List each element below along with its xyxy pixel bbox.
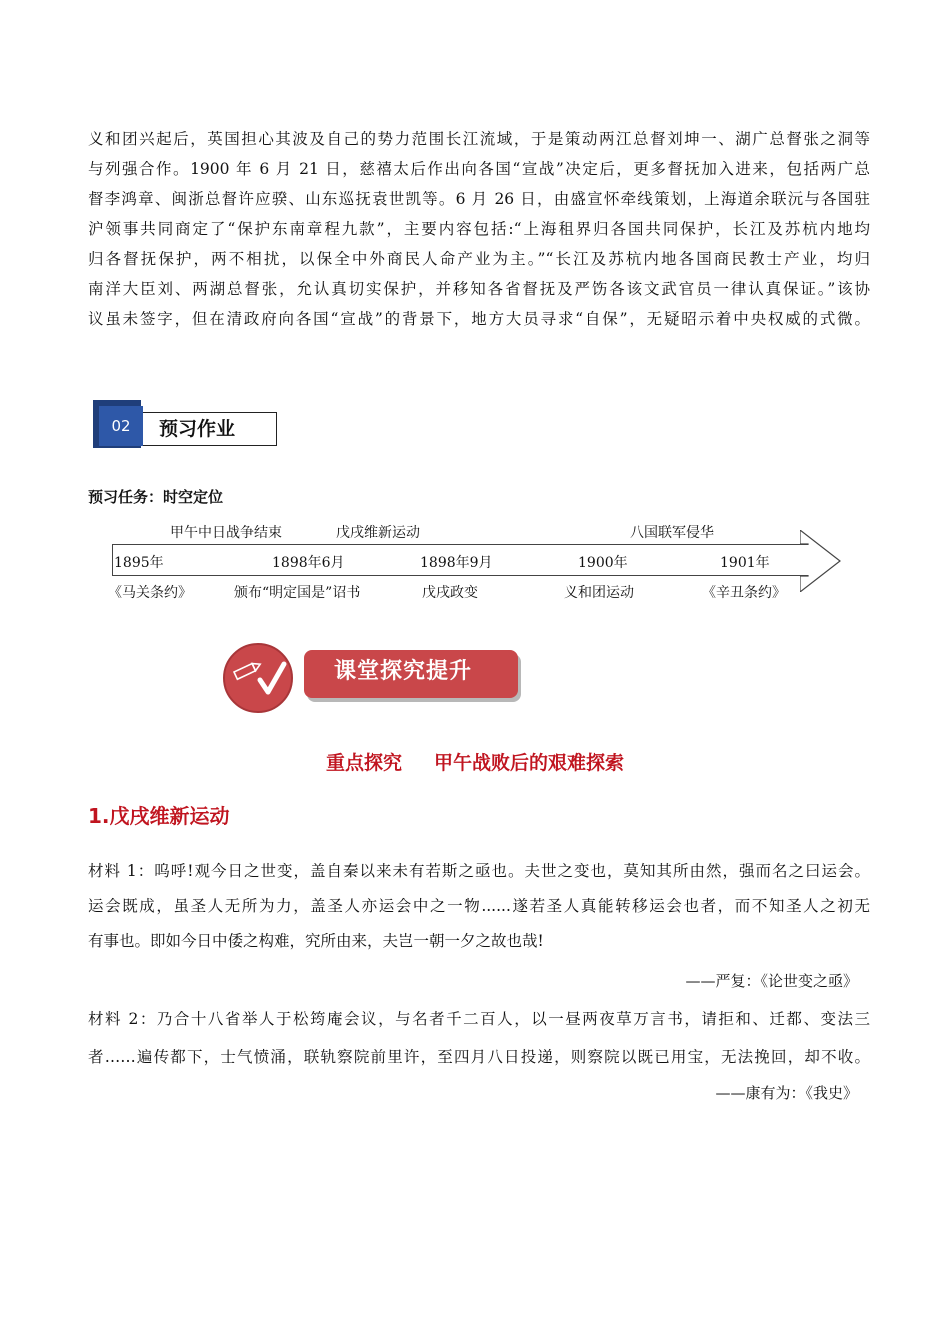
timeline-year: 1900年	[578, 555, 628, 571]
section-title: 预习作业	[143, 412, 277, 446]
timeline-bottom-label: 《辛丑条约》	[702, 585, 786, 601]
timeline-year: 1895年	[114, 555, 164, 571]
banner-pill	[304, 650, 518, 698]
section-number: 02	[99, 406, 143, 446]
timeline-arrow-icon	[800, 530, 842, 592]
banner-label: 课堂探究提升	[334, 659, 473, 684]
preview-task-heading: 预习任务：时空定位	[88, 488, 224, 506]
material-2-line: 材料 2：乃合十八省举人于松筠庵会议，与名者千二百人，以一昼两夜草万言书，请拒和、迁都、变法三	[88, 1010, 870, 1028]
timeline-top-label: 甲午中日战争结束	[170, 525, 282, 541]
timeline-bottom-label: 颁布“明定国是”诏书	[234, 585, 361, 601]
material-2-citation: ——康有为：《我史》	[715, 1084, 858, 1102]
timeline	[100, 518, 850, 608]
timeline-year: 1898年6月	[272, 555, 345, 571]
key-section-prefix: 重点探究	[325, 752, 402, 774]
intro-paragraph	[88, 124, 870, 334]
timeline-year: 1898年9月	[420, 555, 493, 571]
intro-line: 南洋大臣刘、两湖总督张，允认真切实保护，并移知各省督抚及严饬各该文武官员一律认真保证。”该协	[88, 280, 870, 298]
material-1-line: 材料 1：呜呼!观今日之世变，盖自秦以来未有若斯之亟也。夫世之变也，莫知其所由然，强而名之曰运会。	[88, 862, 870, 880]
timeline-top-label: 八国联军侵华	[630, 525, 714, 541]
intro-line: 议虽未签字，但在清政府向各国“宣战”的背景下，地方大员寻求“自保”，无疑昭示着中央权威的式微。	[88, 310, 870, 328]
intro-line: 义和团兴起后，英国担心其波及自己的势力范围长江流域，于是策动两江总督刘坤一、湖广总督张之洞等	[88, 130, 870, 148]
material-1-citation: ——严复：《论世变之亟》	[685, 972, 858, 990]
intro-line: 与列强合作。1900 年 6 月 21 日，慈禧太后作出向各国“宣战”决定后，更多督抚加入进来，包括两广总	[88, 160, 870, 178]
intro-line: 沪领事共同商定了“保护东南章程九款”，主要内容包括:“上海租界归各国共同保护，长江及苏杭内地均	[88, 220, 870, 238]
material-1-line: 运会既成，虽圣人无所为力，盖圣人亦运会中之一物......遂若圣人真能转移运会也者，而不知圣人之初无	[88, 897, 870, 915]
timeline-bottom-label: 戊戌政变	[422, 585, 478, 601]
material-2-line: 者……遍传都下，士气愤涌，联轨察院前里许，至四月八日投递，则察院以既已用宝，无法挽回，却不收。	[88, 1048, 870, 1066]
pencil-check-icon	[222, 642, 294, 714]
timeline-bottom-label: 义和团运动	[564, 585, 634, 601]
timeline-top-label: 戊戌维新运动	[336, 525, 420, 541]
key-section-title: 甲午战败后的艰难探索	[434, 752, 625, 774]
material-1-line: 有事也。即如今日中倭之构难，究所由来，夫岂一朝一夕之故也哉!	[88, 932, 544, 950]
timeline-year: 1901年	[720, 555, 770, 571]
intro-line: 督李鸿章、闽浙总督许应骙、山东巡抚袁世凯等。6 月 26 日，由盛宣怀牵线策划，上海道余联沅与各国驻	[88, 190, 870, 208]
material-1	[88, 854, 870, 959]
section-tag	[93, 400, 279, 450]
intro-line: 归各督抚保护，两不相扰，以保全中外商民人命产业为主。”“长江及苏杭内地各国商民教士产业，均归	[88, 250, 870, 268]
material-2	[88, 1000, 870, 1076]
key-section-heading	[0, 748, 950, 775]
classroom-banner	[222, 642, 522, 720]
subsection-title: 1.戊戌维新运动	[88, 804, 230, 828]
timeline-bottom-label: 《马关条约》	[108, 585, 192, 601]
